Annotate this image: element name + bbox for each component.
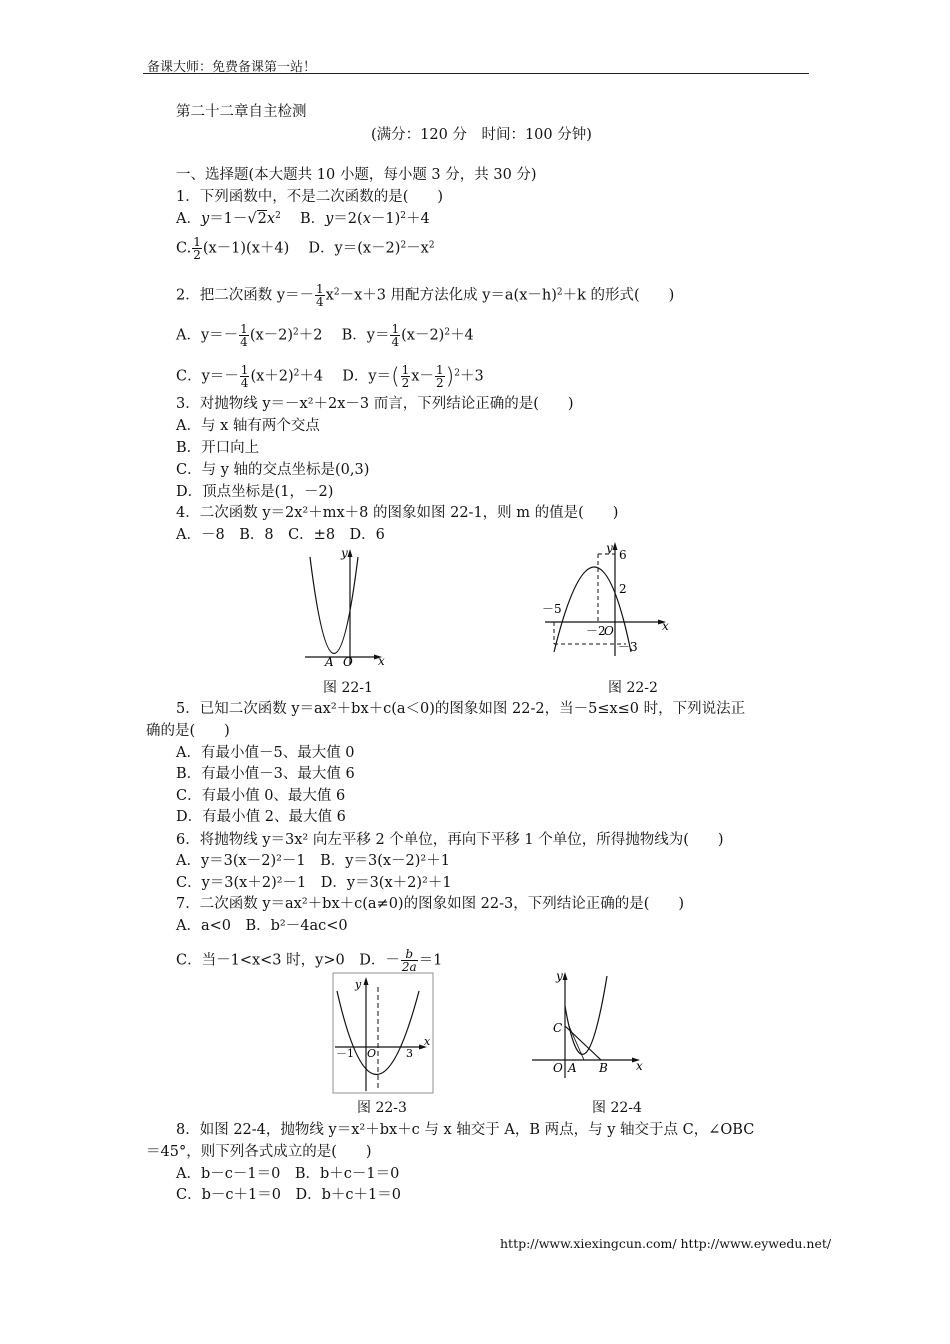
q3-stem: 3．对抛物线 y＝－x²＋2x－3 而言，下列结论正确的是( ) — [176, 396, 574, 412]
q1-options-cd: C. $\frac{1}{2}$ (x－1)(x＋4) D．$y=(x-2)^2-x^2$ — [176, 235, 435, 262]
footer-links[interactable]: http://www.xiexingcun.com/ http://www.eywedu.net/ — [500, 1236, 832, 1251]
fig4-segment-ac — [569, 1026, 584, 1060]
q6-options-cd: C．y＝3(x＋2)²－1 D．y＝3(x＋2)²＋1 — [176, 875, 452, 891]
q5-option-c: C．有最小值 0、最大值 6 — [176, 788, 346, 804]
fig4-label-o: O — [553, 1061, 563, 1075]
fig3-label-x: x — [424, 1035, 431, 1048]
fig4-parabola — [565, 976, 607, 1054]
fig2-label-y: y — [606, 541, 613, 555]
figure-22-1 — [300, 545, 395, 670]
fig4-label-x: x — [636, 1059, 643, 1073]
q8-options-ab: A．b－c－1＝0 B．b＋c－1＝0 — [176, 1166, 400, 1182]
fig4-label-a: A — [568, 1061, 577, 1075]
q6-stem: 6．将抛物线 y＝3x² 向左平移 2 个单位，再向下平移 1 个单位，所得抛物线为( ) — [176, 832, 724, 848]
q7-options-cd: C．当－1<x<3 时，y>0 D．－ $\frac{b}{2a}$ ＝1 — [176, 947, 443, 974]
q5-stem-line2: 确的是( ) — [146, 723, 230, 739]
q1-stem: 1．下列函数中，不是二次函数的是( ) — [176, 189, 444, 205]
q5-option-a: A．有最小值－5、最大值 0 — [176, 745, 355, 761]
q3-option-a: A．与 x 轴有两个交点 — [176, 418, 320, 434]
fig2-caption: 图 22-2 — [608, 680, 658, 696]
q2-options-cd: C．y＝－ $\frac{1}{4}$ $(x+2)^2+4$ D．y＝( $\frac{1}{2}$ x－ $\frac{1}{2}$ )$^2$＋3 — [176, 363, 484, 390]
page-header: 备课大师：免费备课第一站！ — [147, 60, 317, 75]
fig4-label-b: B — [599, 1061, 608, 1075]
q5-option-d: D．有最小值 2、最大值 6 — [176, 809, 346, 825]
fig3-label-3: 3 — [406, 1047, 413, 1060]
fig1-label-y: y — [341, 546, 348, 560]
fig2-label-x: x — [662, 619, 669, 633]
figure-22-2 — [540, 540, 675, 660]
fig4-caption: 图 22-4 — [592, 1100, 642, 1116]
figure-22-3 — [333, 973, 433, 1093]
fig2-label-6: 6 — [619, 548, 627, 562]
fig1-caption: 图 22-1 — [323, 680, 373, 696]
q7-options-ab: A．a<0 B．b²－4ac<0 — [176, 918, 348, 934]
section-heading: 一、选择题(本大题共 10 小题，每小题 3 分，共 30 分) — [176, 167, 537, 183]
fig4-label-c: C — [553, 1021, 563, 1035]
header-rule — [143, 73, 809, 74]
fig2-label-minus5: －5 — [542, 602, 562, 616]
fig1-label-x: x — [378, 654, 385, 668]
fig1-label-o: O — [343, 655, 353, 669]
q8-options-cd: C．b－c＋1＝0 D．b＋c＋1＝0 — [176, 1187, 401, 1203]
fig3-label-o: O — [367, 1047, 377, 1060]
q2-options-ab: A．y＝－ $\frac{1}{4}$ $(x-2)^2+2$ B．y＝ $\frac{1}{4}$ $(x-2)^2+4$ — [176, 322, 474, 349]
q5-option-b: B．有最小值－3、最大值 6 — [176, 766, 355, 782]
q4-stem: 4．二次函数 y＝2x²＋mx＋8 的图象如图 22-1，则 m 的值是( ) — [176, 505, 619, 521]
fig2-label-minus3: －3 — [618, 640, 638, 654]
q5-stem-line1: 5．已知二次函数 y＝ax²＋bx＋c(a＜0)的图象如图 22-2，当－5≤x≤0 时，下列说法正 — [176, 701, 746, 717]
fig2-label-2: 2 — [619, 582, 627, 596]
q8-stem-line2: ＝45°，则下列各式成立的是( ) — [146, 1144, 372, 1160]
fig3-caption: 图 22-3 — [357, 1100, 407, 1116]
q6-options-ab: A．y＝3(x－2)²－1 B．y＝3(x－2)²＋1 — [176, 853, 450, 869]
fig3-label-y: y — [355, 978, 362, 991]
figure-22-4 — [528, 968, 653, 1083]
q2-stem: 2．把二次函数 y＝－ $\frac{1}{4}$ $x^2-x+3$ 用配方法化成 $y=a(x-h)^2+k$ 的形式( ) — [176, 282, 675, 309]
chapter-title: 第二十二章自主检测 — [176, 104, 307, 120]
fig2-label-minus2: －2 — [586, 624, 606, 638]
fig1-parabola — [310, 557, 358, 654]
fig3-label-minus1: －1 — [336, 1047, 354, 1060]
q3-option-c: C．与 y 轴的交点坐标是(0,3) — [176, 462, 370, 478]
fig1-label-a: A — [325, 655, 334, 669]
exam-subtitle: (满分：120 分 时间：100 分钟) — [371, 127, 592, 143]
q1-options-ab: A．$y=1-√2x^2$ B．$y=2(x-1)^2+4$ — [176, 211, 430, 227]
fig4-label-y: y — [556, 969, 563, 983]
q4-options: A．－8 B．8 C．±8 D．6 — [176, 527, 385, 543]
q7-stem: 7．二次函数 y＝ax²＋bx＋c(a≠0)的图象如图 22-3，下列结论正确的是( ) — [176, 896, 685, 912]
q3-option-d: D．顶点坐标是(1，－2) — [176, 484, 334, 500]
fig2-label-o: O — [604, 624, 614, 638]
q3-option-b: B．开口向上 — [176, 440, 260, 456]
q8-stem-line1: 8．如图 22-4，抛物线 y＝x²＋bx＋c 与 x 轴交于 A，B 两点，与 y 轴交于点 C，∠OBC — [176, 1122, 755, 1138]
